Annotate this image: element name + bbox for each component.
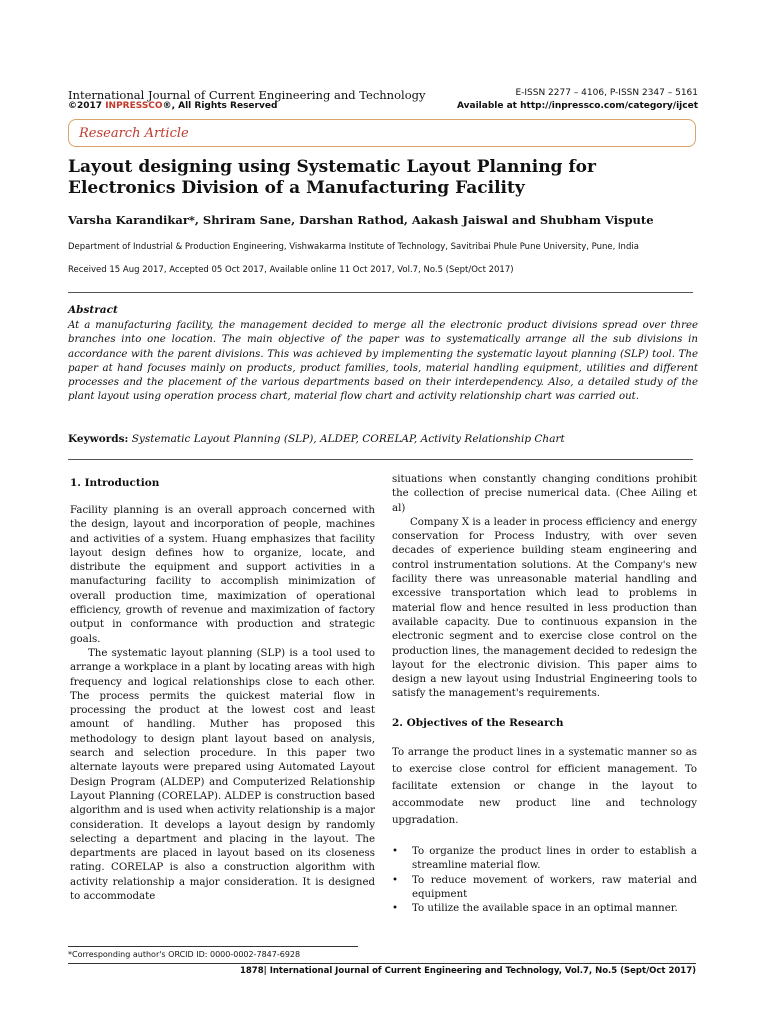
- list-item: • To reduce movement of workers, raw material and equipment: [392, 874, 697, 900]
- copyright-suffix: ®, All Rights Reserved: [162, 101, 278, 111]
- abstract-heading: Abstract: [68, 304, 118, 316]
- list-item: • To organize the product lines in order to establish a streamline material flow.: [392, 846, 697, 872]
- footnote-divider: [68, 946, 358, 947]
- divider-keywords: [68, 459, 693, 460]
- intro-paragraph-1: Facility planning is an overall approach concerned with the design, layout and incorporation of people, machines and activities of a system. Huang emphasizes that facility layout design defines how to organize, locate, and distribute the equipment and support activities in a manufacturing facility to accomplish minimization of overall production time, maximization of operational efficiency, growth of revenue and maximization of factory output in conformance with production and strategic goals.: [70, 505, 375, 645]
- available-at-line: Available at http://inpressco.com/category/ijcet: [457, 101, 698, 111]
- publisher-brand: INPRESSCO: [105, 101, 163, 111]
- objectives-paragraph: To arrange the product lines in a systematic manner so as to exercise close control for efficient management. To facilitate extension or change in the layout to accommodate new product line and technology upgradation.: [392, 747, 697, 827]
- copyright-prefix: ©2017: [68, 101, 106, 111]
- copyright-line: [68, 101, 277, 111]
- intro-paragraph-3: Company X is a leader in process efficiency and energy conservation for Process Industry, with over seven decades of experience building steam engineering and control instrumentation solutions. At the Company's new facility there was unreasonable material handling and excessive transportation which lead to problems in material flow and hence resulted in less production than available capacity. Due to continuous expansion in the electronic segment and to exercise close control on the production lines, the management decided to redesign the layout for the electronic division. This paper aims to design a new layout using Industrial Engineering tools to satisfy the management's requirements.: [392, 516, 697, 700]
- keywords-label: Keywords:: [68, 433, 129, 445]
- section-heading-introduction: 1. Introduction: [70, 477, 160, 489]
- divider-top: [68, 292, 693, 293]
- abstract-text: At a manufacturing facility, the management decided to merge all the electronic product divisions spread over three branches into one location. The main objective of the paper was to systematically arrange all the sub divisions in accordance with the parent divisions. This was achieved by implementing the systematic layout planning (SLP) tool. The paper at hand focuses mainly on products, product families, tools, material handling equipment, utilities and different processes and the placement of the various departments based on their interdependency. Also, a detailed study of the plant layout using operation process chart, material flow chart and activity relationship chart was carried out.: [68, 320, 698, 403]
- keywords-line: [68, 433, 565, 445]
- objectives-list: [392, 845, 697, 916]
- footnote: *Corresponding author's ORCID ID: 0000-0002-7847-6928: [68, 950, 301, 959]
- issn-line: E-ISSN 2277 – 4106, P-ISSN 2347 – 5161: [515, 88, 698, 98]
- right-column: [392, 473, 697, 917]
- intro-paragraph-continued: situations when constantly changing conditions prohibit the collection of precise numerical data. (Chee Ailing et al): [392, 474, 697, 514]
- article-type: Research Article: [79, 126, 189, 141]
- publication-dates: Received 15 Aug 2017, Accepted 05 Oct 2017, Available online 11 Oct 2017, Vol.7, No.5 (Sept/Oct 2017): [68, 265, 514, 275]
- intro-paragraph-2: The systematic layout planning (SLP) is a tool used to arrange a workplace in a plant by locating areas with high frequency and logical relationships close to each other. The process permits the quickest material flow in processing the product at the lowest cost and least amount of handling. Muther has proposed this methodology to design plant layout based on analysis, search and selection procedure. In this paper two alternate layouts were prepared using Automated Layout Design Program (ALDEP) and Computerized Relationship Layout Planning (CORELAP). ALDEP is construction based algorithm and is used when activity relationship is a major consideration. It develops a layout design by randomly selecting a department and placing in the layout. The departments are placed in layout based on its closeness rating. CORELAP is also a construction algorithm with activity relationship a major consideration. It is designed to accommodate: [70, 647, 375, 903]
- list-item: • To utilize the available space in an optimal manner.: [412, 902, 697, 916]
- bullet-icon: •: [392, 874, 399, 886]
- left-column: [70, 504, 375, 904]
- paper-title: Layout designing using Systematic Layout Planning for Electronics Division of a Manufacturing Facility: [68, 157, 596, 198]
- journal-name: International Journal of Current Engineering and Technology: [68, 88, 426, 102]
- section-heading-objectives: 2. Objectives of the Research: [392, 716, 564, 729]
- bullet-icon: •: [392, 846, 399, 858]
- keywords-text: Systematic Layout Planning (SLP), ALDEP, CORELAP, Activity Relationship Chart: [128, 433, 565, 445]
- bullet-icon: •: [392, 903, 399, 915]
- page-footer: 1878| International Journal of Current Engineering and Technology, Vol.7, No.5 (Sept/Oct 2017): [239, 966, 696, 976]
- affiliation: Department of Industrial & Production Engineering, Vishwakarma Institute of Technology, Savitribai Phule Pune University, Pune, India: [68, 242, 639, 252]
- author-list: Varsha Karandikar*, Shriram Sane, Darshan Rathod, Aakash Jaiswal and Shubham Vispute: [68, 213, 654, 227]
- footer-divider: [68, 963, 696, 964]
- article-type-box: [68, 119, 696, 147]
